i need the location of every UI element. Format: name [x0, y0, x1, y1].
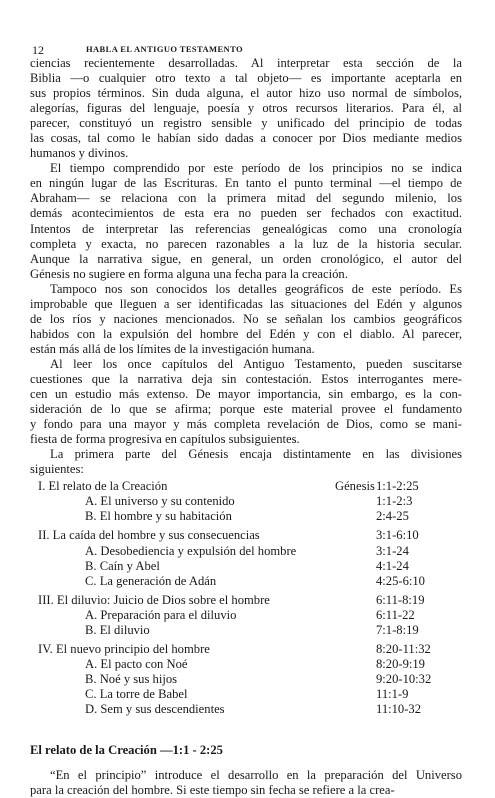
outline-reference: 6:11-8:19 [376, 592, 425, 607]
outline-item [30, 608, 462, 623]
outline-reference: 1:1-2:3 [376, 494, 413, 509]
text-line: Abraham— se relaciona con la primera mitad del segundo milenio, los [30, 191, 462, 206]
text-line: parecer, constituyó un registro sensible y unificado del principio de todas [30, 116, 462, 131]
outline-label: A. El pacto con Noé [85, 656, 188, 671]
outline-reference: 8:20-11:32 [376, 641, 431, 656]
outline-reference: 8:20-9:19 [376, 656, 425, 671]
outline-item [30, 479, 462, 494]
text-line: improbable que lleguen a ser identificadas las situaciones del Edén y algunos [30, 296, 462, 311]
outline-item [30, 509, 462, 524]
text-line: completa y exacta, no parecen razonables a la luz de la historia secular. [30, 236, 462, 251]
outline-label: B. El diluvio [85, 622, 150, 637]
text-line: fiesta de forma progresiva en capítulos subsiguientes. [30, 432, 300, 447]
outline-label: A. El universo y su contenido [85, 494, 235, 509]
outline-label: III. El diluvio: Juicio de Dios sobre el hombre [38, 592, 270, 607]
section-heading: El relato de la Creación —1:1 - 2:25 [30, 743, 223, 758]
outline-item [30, 559, 462, 574]
text-line: La primera parte del Génesis encaja distintamente en las divisiones [50, 447, 462, 462]
body-paragraphs [30, 56, 462, 477]
paragraph [30, 56, 462, 161]
outline-item [30, 528, 462, 543]
page-body [30, 56, 462, 798]
outline-reference: 4:1-24 [376, 558, 409, 573]
outline-label: C. La torre de Babel [85, 686, 188, 701]
text-line: las cosas, tal como le habían sido dadas a conocer por Dios mediante medios [30, 131, 462, 146]
running-title: HABLA EL ANTIGUO TESTAMENTO [86, 44, 243, 54]
text-line: El tiempo comprendido por este período de los principios no se indica [50, 161, 462, 176]
outline-item [30, 593, 462, 608]
outline-reference: 7:1-8:19 [376, 622, 419, 637]
outline-list [30, 479, 462, 717]
text-line: “En el principio” introduce el desarrollo en la preparación del Universo [50, 768, 462, 783]
text-line: sus propios términos. Sin duda alguna, el autor hizo uso normal de símbolos, [30, 86, 462, 101]
outline-label: D. Sem y sus descendientes [85, 701, 225, 716]
outline-label: II. La caída del hombre y sus consecuencias [38, 528, 260, 543]
text-line: habidos con la expulsión del hombre del Edén y con el diablo. Al parecer, [30, 326, 462, 341]
outline-reference: 6:11-22 [376, 607, 415, 622]
text-line: para la creación del hombre. Si este tiempo sin fecha se refiere a la crea- [30, 783, 395, 798]
outline-label: B. El hombre y su habitación [85, 509, 232, 524]
outline-item [30, 672, 462, 687]
outline-reference: 3:1-24 [376, 543, 409, 558]
outline-item [30, 657, 462, 672]
outline-reference: 3:1-6:10 [376, 528, 419, 543]
outline-reference: 1:1-2:25 [376, 479, 419, 494]
text-line: humanos y divinos. [30, 146, 129, 161]
page-number: 12 [32, 43, 44, 57]
text-line: Intentos de interpretar las referencias genealógicas como una cronología [30, 221, 462, 236]
outline-label: I. El relato de la Creación [38, 479, 168, 494]
text-line: Aunque la narrativa sigue, en general, un orden cronológico, el autor del [30, 251, 462, 266]
text-line: siguientes: [30, 462, 84, 477]
paragraph [30, 282, 462, 357]
outline-label: B. Caín y Abel [85, 558, 160, 573]
text-line: alegorías, figuras del lenguaje, poesía y otros recursos literarios. Para él, al [30, 101, 462, 116]
outline-item [30, 642, 462, 657]
outline-item [30, 623, 462, 638]
text-line: Tampoco nos son conocidos los detalles geográficos de este período. Es [50, 281, 462, 296]
text-line: y fondo para una mayor y más completa revelación de Dios, como se mani- [30, 417, 462, 432]
outline-reference: 2:4-25 [376, 509, 409, 524]
outline-label: A. Desobediencia y expulsión del hombre [85, 543, 297, 558]
text-line: demás acontecimientos de esta era no pueden ser fechados con exactitud. [30, 206, 462, 221]
paragraph [30, 447, 462, 477]
outline-reference: 11:1-9 [376, 686, 409, 701]
text-line: están más allá de los límites de la investigación humana. [30, 341, 315, 356]
outline-label: IV. El nuevo principio del hombre [38, 641, 210, 656]
outline-label: C. La generación de Adán [85, 573, 217, 588]
text-line: cen un estudio más extenso. De mayor importancia, sin embargo, es la con- [30, 387, 462, 402]
outline-reference: 11:10-32 [376, 701, 422, 716]
text-line: de los ríos y naciones mencionados. No se señalan los cambios geográficos [30, 311, 462, 326]
paragraph [30, 161, 462, 281]
outline-item [30, 544, 462, 559]
outline-reference: 4:25-6:10 [376, 573, 425, 588]
running-header [32, 43, 463, 57]
paragraph [30, 357, 462, 447]
text-line: cuestiones que la narrativa deja sin contestación. Estos interrogantes mere- [30, 371, 462, 386]
outline-book: Génesis [335, 479, 375, 494]
outline-reference: 9:20-10:32 [376, 671, 432, 686]
outline-item [30, 702, 462, 717]
outline-label: A. Preparación para el diluvio [85, 607, 237, 622]
outline-item [30, 494, 462, 509]
outline-item [30, 687, 462, 702]
text-line: ciencias recientemente desarrolladas. Al interpretar esta sección de la [30, 56, 462, 70]
text-line: Génesis no sugiere en forma alguna una fecha para la creación. [30, 266, 348, 281]
text-line: Al leer los once capítulos del Antiguo Testamento, pueden suscitarse [50, 356, 462, 371]
outline-label: B. Noé y sus hijos [85, 671, 178, 686]
text-line: en ningún lugar de las Escrituras. En tanto el punto terminal —el tiempo de [30, 176, 462, 191]
text-line: sideración de lo que se afirma; porque este material provee el fundamento [30, 402, 462, 417]
outline-item [30, 574, 462, 589]
text-line: Biblia —o cualquier otro texto a tal objeto— es importante aceptarla en [30, 71, 462, 86]
